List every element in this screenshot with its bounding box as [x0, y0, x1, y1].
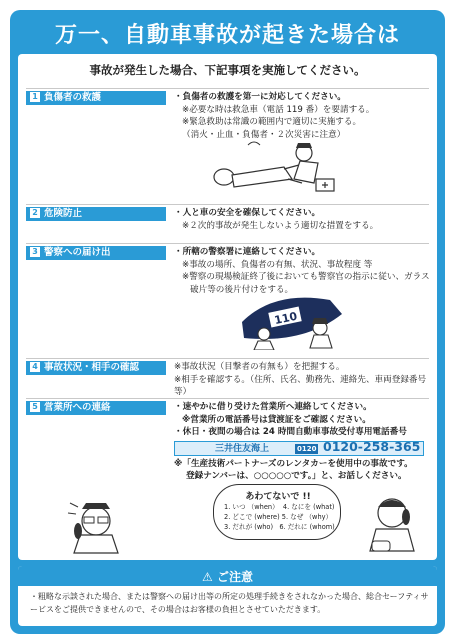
section-lead: ・速やかに借り受けた営業所へ連絡してください。: [174, 402, 372, 412]
section-line: ※相手を確認する。（住所、氏名、勤務先、連絡先、車両登録番号 等）: [174, 374, 427, 398]
caller-illustration: [66, 495, 136, 555]
notice-title-text: ご注意: [216, 570, 253, 584]
section-lead: ・人と車の安全を確保してください。: [174, 208, 321, 218]
section-number: 4: [30, 362, 40, 372]
section-body: [174, 361, 430, 399]
operator-illustration: [358, 489, 428, 555]
section-label: [26, 207, 166, 221]
section-body: [174, 207, 430, 232]
section-label: [26, 401, 166, 415]
section-body: [174, 401, 430, 483]
bubble-title: あわてないで !!: [245, 492, 311, 502]
notice-header: [18, 566, 437, 586]
section-line: 破片等の後片付けをする。: [190, 284, 294, 295]
section-3: [26, 243, 429, 353]
sign-110: 110: [273, 309, 299, 328]
section-line: ※警察の現場検証終了後においても警察官の指示に従い、ガラス: [182, 272, 430, 283]
section-lead: ・所轄の警察署に連絡してください。: [174, 247, 321, 257]
section-number: 5: [30, 402, 40, 412]
section-line: ※緊急救助は常識の範囲内で適切に実施する。: [182, 117, 362, 128]
section-title: 事故状況・相手の確認: [44, 362, 140, 373]
frame: [10, 10, 445, 634]
page-title: 万一、自動車事故が起きた場合は: [54, 23, 400, 48]
section-number: 1: [30, 92, 40, 102]
section-title: 危険防止: [44, 208, 83, 219]
section-line: ・休日・夜間の場合は 24 時間自動車事故受付専用電話番号: [174, 427, 407, 438]
section-number: 3: [30, 247, 40, 257]
section-title: 警察への届け出: [44, 247, 111, 258]
section-line: ※営業所の電話番号は貸渡証をご確認ください。: [182, 414, 371, 425]
section-1: [26, 88, 429, 200]
section-label: [26, 361, 166, 375]
section-line: ※「生産技術パートナーズのレンタカーを使用中の事故です。: [174, 458, 413, 469]
section-line: ※必要な時は救急車（電話 119 番）を要請する。: [182, 104, 375, 115]
police-illustration: [234, 288, 352, 350]
bubble-item: 5. なぜ （why）: [281, 513, 333, 521]
bubble-item: 3. だれが (who): [224, 523, 274, 531]
warning-icon: ⚠: [202, 570, 213, 584]
tel-number[interactable]: 0120-258-365: [323, 438, 421, 454]
bubble-item: 6. だれに (whom): [279, 523, 335, 531]
section-lead: ・負傷者の救護を第一に対応してください。: [174, 92, 346, 102]
section-line: （消火・止血・負傷者・２次災害に注意）: [182, 129, 346, 140]
free-dial-icon: 0120: [297, 444, 317, 453]
section-title: 負傷者の救護: [44, 92, 102, 103]
notice-title: [18, 568, 437, 585]
bubble-item: 4. なにを (what): [282, 503, 335, 511]
section-number: 2: [30, 208, 40, 218]
subtitle: 事故が発生した場合、下記事項を実施してください。: [89, 63, 366, 77]
section-line: ※事故の場所、負傷者の有無、状況、事故程度 等: [182, 259, 373, 270]
bubble-item: 2. どこで (where): [224, 513, 280, 521]
notice-panel: [18, 566, 437, 626]
section-body: [174, 91, 430, 141]
tel-box: [174, 438, 424, 456]
section-4: [26, 358, 429, 398]
bubble-item: 1. いつ （when）: [224, 503, 279, 511]
section-2: [26, 204, 429, 240]
rescue-illustration: [204, 139, 339, 199]
section-title: 営業所への連絡: [44, 402, 111, 413]
section-label: [26, 91, 166, 105]
insurance-company: 三井住友海上: [215, 443, 270, 454]
section-line: ※事故状況（目撃者の有無も）を把握する。: [174, 362, 345, 372]
section-label: [26, 246, 166, 260]
notice-text: ・粗略な示談された場合、または警察への届け出等の所定の処理手続きをされなかった場合、総合セーフティサービスをご提供できませんので、その場合はお客様の負担とさせていただきます。: [30, 592, 429, 614]
section-line: 登録ナンバーは、○○○○○です。」と、お話しください。: [186, 471, 407, 482]
section-line: ※２次的事故が発生しないよう適切な措置をする。: [182, 220, 379, 231]
reminder-bubble: [213, 484, 341, 540]
bubble-list: [224, 502, 335, 532]
content-panel: [18, 54, 437, 560]
